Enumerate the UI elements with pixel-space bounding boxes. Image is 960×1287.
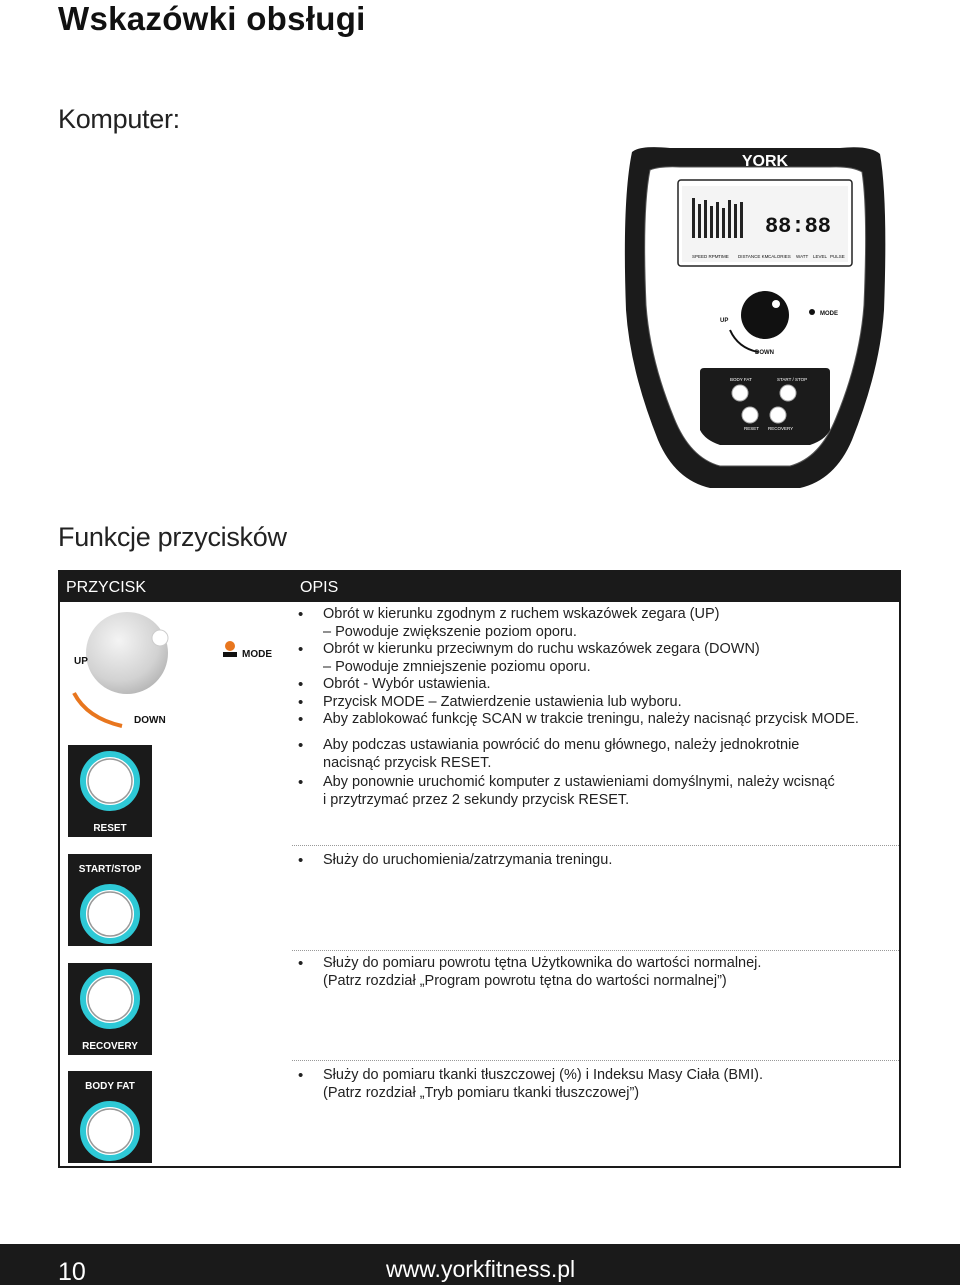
- lcd-label-speed: SPEED RPM: [692, 254, 719, 259]
- table-row: [60, 1063, 899, 1167]
- header-description-column: OPIS: [300, 579, 339, 596]
- lcd-label-time: TIME: [718, 254, 729, 259]
- console-brand-sub: FITNESS: [745, 172, 785, 178]
- console-illustration: [620, 140, 890, 510]
- lcd-label-level: LEVEL: [813, 254, 828, 259]
- start-stop-button-icon: [68, 854, 152, 946]
- table-row: [60, 953, 899, 1057]
- list-item: • Aby ponownie uruchomić komputer z ustawieniami domyślnymi, należy wcisnąć i przytrzymać przez 2 sekundy przycisk RESET.: [294, 774, 889, 809]
- list-item: • Służy do uruchomienia/zatrzymania treningu.: [294, 852, 889, 870]
- reset-label: RESET: [93, 823, 127, 834]
- lcd-label-pulse: PULSE: [830, 254, 845, 259]
- footer-url[interactable]: www.yorkfitness.pl: [386, 1256, 576, 1282]
- lcd-label-distance: DISTANCE KM: [738, 254, 769, 259]
- row-separator: [292, 950, 899, 951]
- page-number: 10: [58, 1258, 86, 1286]
- console-body-fat-label: BODY FAT: [730, 377, 752, 382]
- list-item: • Aby zablokować funkcję SCAN w trakcie treningu, należy nacisnąć przycisk MODE.: [294, 711, 889, 729]
- list-item: • Obrót - Wybór ustawienia.: [294, 676, 889, 694]
- knob-up-label: UP: [74, 656, 88, 667]
- list-item: • Służy do pomiaru powrotu tętna Użytkownika do wartości normalnej. (Patrz rozdział „Program powrotu tętna do wartości normalnej”): [294, 955, 889, 990]
- section-heading-buttons: Funkcje przycisków: [58, 522, 287, 552]
- page-title: Wskazówki obsługi: [58, 0, 366, 37]
- list-item: • Przycisk MODE – Zatwierdzenie ustawienia lub wyboru.: [294, 694, 889, 712]
- recovery-label: RECOVERY: [82, 1041, 138, 1052]
- row-description: [294, 737, 889, 809]
- buttons-table: [58, 570, 901, 1168]
- console-mode-label: MODE: [820, 311, 838, 317]
- list-item: • Obrót w kierunku przeciwnym do ruchu wskazówek zegara (DOWN) – Powoduje zmniejszenie poziomu oporu.: [294, 641, 889, 676]
- console-recovery-label: RECOVERY: [768, 426, 794, 431]
- body-fat-label: BODY FAT: [85, 1081, 135, 1092]
- knob-mode-label: MODE: [242, 649, 272, 660]
- table-row: [60, 602, 899, 737]
- row-separator: [292, 1060, 899, 1061]
- row-description: [294, 606, 889, 729]
- lcd-label-watt: WATT: [796, 254, 809, 259]
- console-reset-label: RESET: [744, 426, 760, 431]
- console-up-label: UP: [720, 318, 729, 324]
- console-brand: YORK: [741, 153, 789, 170]
- console-knob[interactable]: [741, 291, 789, 339]
- console-down-label: DOWN: [755, 350, 774, 356]
- table-row: [60, 848, 899, 952]
- knob-down-label: DOWN: [134, 715, 166, 726]
- lcd-big-digits: 88:88: [764, 214, 832, 239]
- row-description: [294, 852, 889, 870]
- user-icon: [225, 641, 235, 651]
- user-icon: [809, 309, 815, 315]
- knob-mode-icon: [62, 608, 287, 730]
- reset-button-icon: [68, 745, 152, 837]
- list-item: • Aby podczas ustawiania powrócić do menu głównego, należy jednokrotnie nacisnąć przycisk RESET.: [294, 737, 889, 772]
- console-recovery-button[interactable]: [770, 407, 786, 423]
- table-header: [60, 572, 899, 602]
- row-description: [294, 955, 889, 990]
- row-description: [294, 1067, 889, 1102]
- console-reset-button[interactable]: [742, 407, 758, 423]
- console-start-stop-label: START / STOP: [777, 377, 808, 382]
- body-fat-button-icon: [68, 1071, 152, 1163]
- section-heading-computer: Komputer:: [58, 104, 180, 134]
- console-body-fat-button[interactable]: [732, 385, 748, 401]
- lcd-label-calories: CALORIES: [768, 254, 791, 259]
- page-footer: [0, 1244, 960, 1285]
- recovery-button-icon: [68, 963, 152, 1055]
- console-start-stop-button[interactable]: [780, 385, 796, 401]
- table-row: [60, 737, 899, 842]
- start-stop-label: START/STOP: [78, 864, 142, 875]
- list-item: • Służy do pomiaru tkanki tłuszczowej (%) i Indeksu Masy Ciała (BMI). (Patrz rozdział „Tryb pomiaru tkanki tłuszczowej”): [294, 1067, 889, 1102]
- header-button-column: PRZYCISK: [66, 579, 147, 596]
- list-item: • Obrót w kierunku zgodnym z ruchem wskazówek zegara (UP) – Powoduje zwiększenie poziom oporu.: [294, 606, 889, 641]
- row-separator: [292, 845, 899, 846]
